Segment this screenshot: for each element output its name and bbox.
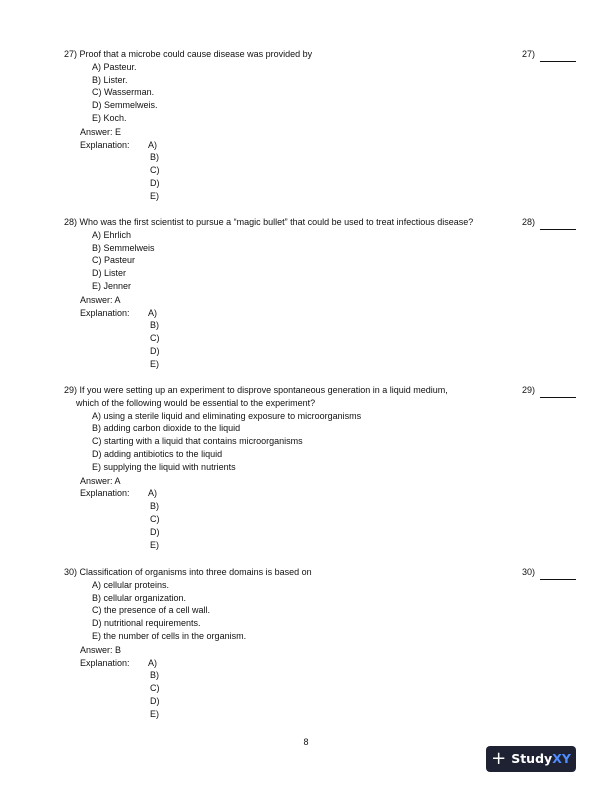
explanation-item: C) xyxy=(150,683,160,694)
explanation-item: C) xyxy=(150,333,160,344)
explanation-item: E) xyxy=(150,539,159,550)
explanation-label: Explanation: xyxy=(80,139,130,150)
explanation xyxy=(80,307,576,371)
explanation-item: B) xyxy=(150,320,159,331)
answer-line: Answer: A xyxy=(80,475,121,486)
explanation-item: D) xyxy=(150,526,160,537)
choice-a: A) Pasteur. xyxy=(92,61,137,72)
answer-blank[interactable] xyxy=(540,49,576,62)
answer-block xyxy=(80,644,576,721)
explanation-list xyxy=(148,139,160,203)
choice-list xyxy=(92,229,576,293)
explanation-item: D) xyxy=(150,695,160,706)
question-stem: 27) Proof that a microbe could cause disease was provided by xyxy=(64,49,313,59)
plus-icon: + xyxy=(491,748,507,769)
explanation-item: B) xyxy=(150,501,159,512)
choice-list xyxy=(92,579,576,643)
choice-e: E) the number of cells in the organism. xyxy=(92,630,247,641)
choice-d: D) adding antibiotics to the liquid xyxy=(92,448,223,459)
explanation-item: E) xyxy=(150,708,159,719)
choice-list xyxy=(92,61,576,125)
explanation-item: E) xyxy=(150,358,159,369)
explanation-item: E) xyxy=(150,190,159,201)
choice-c: C) Wasserman. xyxy=(92,87,155,98)
explanation xyxy=(80,657,576,721)
choice-e: E) Koch. xyxy=(92,112,127,123)
answer-line: Answer: B xyxy=(80,644,122,655)
question-27 xyxy=(64,48,576,203)
explanation-list xyxy=(148,307,160,371)
choice-c: C) Pasteur xyxy=(92,255,136,266)
answer-block xyxy=(80,126,576,203)
logo-text-study: Study xyxy=(511,750,553,766)
choice-a: A) cellular proteins. xyxy=(92,579,170,590)
explanation-item: A) xyxy=(148,657,157,668)
page-number: 8 xyxy=(303,737,309,747)
question-30 xyxy=(64,566,576,721)
explanation xyxy=(80,487,576,551)
logo-text-xy: XY xyxy=(552,750,571,766)
question-stem: 30) Classification of organisms into three domains is based on xyxy=(64,567,312,577)
question-stem: 28) Who was the first scientist to pursue a “magic bullet” that could be used to treat infectious disease? xyxy=(64,217,474,227)
choice-b: B) adding carbon dioxide to the liquid xyxy=(92,423,241,434)
choice-a: A) Ehrlich xyxy=(92,229,132,240)
question-number-right: 30) xyxy=(522,567,536,577)
choice-d: D) nutritional requirements. xyxy=(92,618,201,629)
explanation-list xyxy=(148,657,160,721)
question-29 xyxy=(64,384,576,551)
explanation-item: A) xyxy=(148,307,157,318)
choice-list xyxy=(92,410,576,474)
choice-e: E) Jenner xyxy=(92,280,132,291)
explanation-label: Explanation: xyxy=(80,307,130,318)
answer-line: Answer: A xyxy=(80,294,121,305)
explanation-item: C) xyxy=(150,165,160,176)
answer-blank[interactable] xyxy=(540,567,576,580)
explanation-item: B) xyxy=(150,670,159,681)
question-28 xyxy=(64,216,576,371)
explanation-label: Explanation: xyxy=(80,488,130,499)
choice-a: A) using a sterile liquid and eliminating exposure to microorganisms xyxy=(92,410,362,421)
choice-c: C) starting with a liquid that contains microorganisms xyxy=(92,436,303,447)
explanation-item: B) xyxy=(150,152,159,163)
explanation-item: D) xyxy=(150,177,160,188)
choice-b: B) Semmelweis xyxy=(92,242,155,253)
studyxy-logo[interactable] xyxy=(486,746,576,772)
question-number-right: 28) xyxy=(522,217,536,227)
explanation-label: Explanation: xyxy=(80,657,130,668)
answer-blank[interactable] xyxy=(540,385,576,398)
explanation-list xyxy=(148,487,160,551)
choice-c: C) the presence of a cell wall. xyxy=(92,605,211,616)
question-number-right: 27) xyxy=(522,49,536,59)
answer-block xyxy=(80,475,576,552)
explanation xyxy=(80,139,576,203)
choice-d: D) Semmelweis. xyxy=(92,100,158,111)
explanation-item: D) xyxy=(150,345,160,356)
question-number-right: 29) xyxy=(522,385,536,395)
answer-blank[interactable] xyxy=(540,217,576,230)
choice-b: B) Lister. xyxy=(92,74,128,85)
question-stem: 29) If you were setting up an experiment to disprove spontaneous generation in a liquid medium, which of the following would be essential to the experiment? xyxy=(64,385,448,408)
explanation-item: C) xyxy=(150,513,160,524)
choice-d: D) Lister xyxy=(92,268,127,279)
choice-b: B) cellular organization. xyxy=(92,592,187,603)
answer-block xyxy=(80,294,576,371)
explanation-item: A) xyxy=(148,139,157,150)
answer-line: Answer: E xyxy=(80,126,122,137)
explanation-item: A) xyxy=(148,488,157,499)
choice-e: E) supplying the liquid with nutrients xyxy=(92,461,236,472)
